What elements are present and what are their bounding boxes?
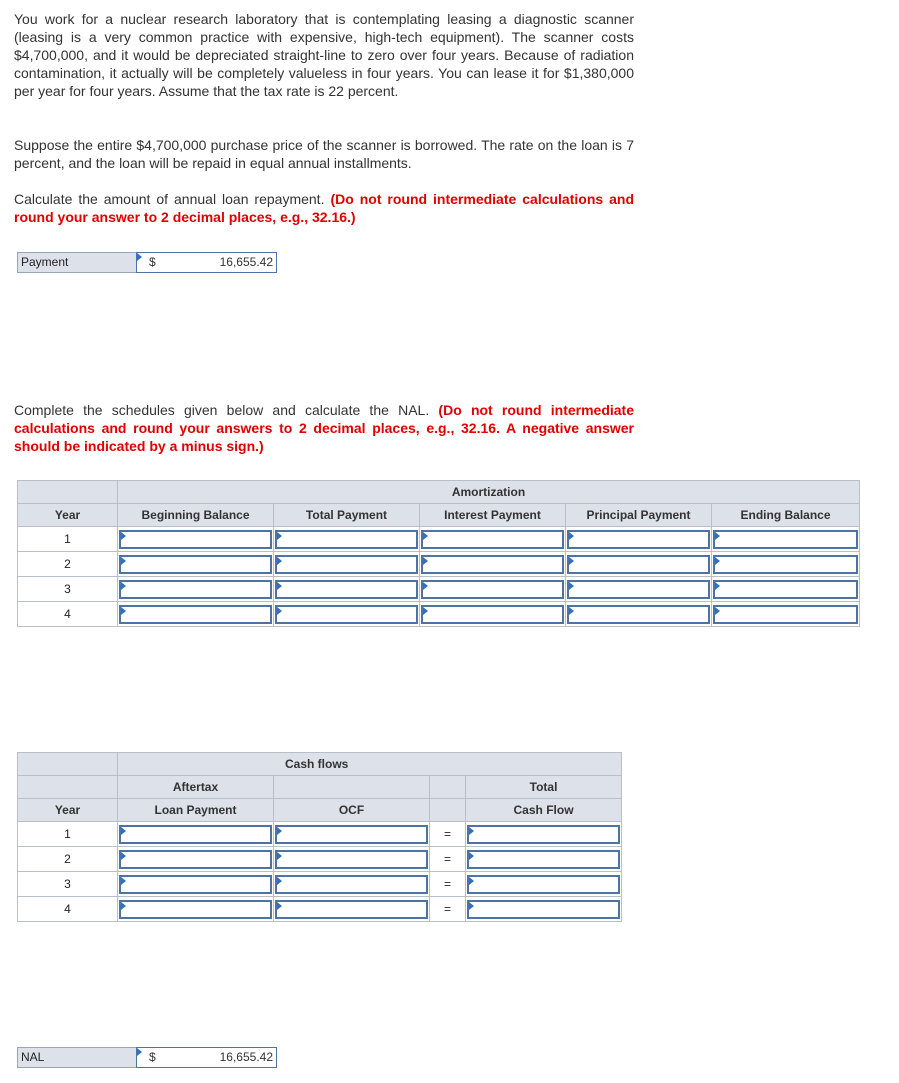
amortization-year: 3 bbox=[18, 577, 118, 602]
cashflows-year: 4 bbox=[18, 897, 118, 922]
amortization-header-year: Year bbox=[18, 504, 118, 527]
input-flag-icon bbox=[569, 607, 574, 615]
input-flag-icon bbox=[121, 902, 126, 910]
total-cash-flow-input[interactable] bbox=[467, 900, 620, 919]
amortization-year: 2 bbox=[18, 552, 118, 577]
amortization-table bbox=[17, 480, 860, 627]
equals-sign: = bbox=[430, 847, 466, 872]
total-cash-flow-input[interactable] bbox=[467, 875, 620, 894]
input-flag-icon bbox=[121, 557, 126, 565]
amortization-year: 1 bbox=[18, 527, 118, 552]
input-flag-icon bbox=[569, 532, 574, 540]
total-payment-input[interactable] bbox=[275, 530, 418, 549]
beginning-balance-input[interactable] bbox=[119, 530, 272, 549]
beginning-balance-input[interactable] bbox=[119, 555, 272, 574]
equals-sign: = bbox=[430, 872, 466, 897]
table-row bbox=[18, 897, 622, 922]
input-flag-icon bbox=[715, 582, 720, 590]
principal-payment-input[interactable] bbox=[567, 555, 710, 574]
input-flag-icon bbox=[715, 557, 720, 565]
principal-payment-input[interactable] bbox=[567, 580, 710, 599]
cashflows-header-total-cash-flow: Cash Flow bbox=[466, 799, 622, 822]
input-flag-icon bbox=[423, 582, 428, 590]
nal-currency: $ bbox=[149, 1050, 156, 1064]
aftertax-loan-payment-input[interactable] bbox=[119, 875, 272, 894]
input-flag-icon bbox=[423, 607, 428, 615]
total-cash-flow-input[interactable] bbox=[467, 825, 620, 844]
total-payment-input[interactable] bbox=[275, 580, 418, 599]
cashflows-header-ocf: OCF bbox=[274, 799, 430, 822]
cashflows-header-eq bbox=[430, 799, 466, 822]
interest-payment-input[interactable] bbox=[421, 530, 564, 549]
input-flag-icon bbox=[277, 852, 282, 860]
beginning-balance-input[interactable] bbox=[119, 580, 272, 599]
ocf-input[interactable] bbox=[275, 850, 428, 869]
interest-payment-input[interactable] bbox=[421, 580, 564, 599]
input-flag-icon bbox=[277, 877, 282, 885]
question-2 bbox=[14, 401, 634, 455]
input-flag-icon bbox=[277, 902, 282, 910]
amortization-corner bbox=[18, 481, 118, 504]
input-flag-icon bbox=[277, 557, 282, 565]
amortization-header-ending: Ending Balance bbox=[712, 504, 860, 527]
total-cash-flow-input[interactable] bbox=[467, 850, 620, 869]
question-1-text: Calculate the amount of annual loan repayment. bbox=[14, 191, 325, 207]
nal-value: 16,655.42 bbox=[219, 1050, 273, 1064]
input-flag-icon bbox=[121, 877, 126, 885]
ocf-input[interactable] bbox=[275, 900, 428, 919]
ending-balance-input[interactable] bbox=[713, 530, 858, 549]
cashflows-header-top-eq bbox=[430, 776, 466, 799]
interest-payment-input[interactable] bbox=[421, 555, 564, 574]
nal-input[interactable] bbox=[136, 1047, 277, 1068]
input-flag-icon bbox=[121, 532, 126, 540]
total-payment-input[interactable] bbox=[275, 555, 418, 574]
principal-payment-input[interactable] bbox=[567, 605, 710, 624]
problem-paragraph-1: You work for a nuclear research laboratory that is contemplating leasing a diagnostic scanner (leasing is a very common practice with expensive, high-tech equipment). The scanner costs $4,700,000, and it would be depreciated straight-line to zero over four years. Because of radiation contamination, it actually will be completely valueless in four years. You can lease it for $1,380,000 per year for four years. Assume that the tax rate is 22 percent. bbox=[14, 11, 634, 99]
input-flag-icon bbox=[277, 827, 282, 835]
table-row bbox=[18, 872, 622, 897]
cashflows-header-year: Year bbox=[18, 799, 118, 822]
amortization-year: 4 bbox=[18, 602, 118, 627]
cashflows-header-top-ocf bbox=[274, 776, 430, 799]
payment-value: 16,655.42 bbox=[219, 255, 273, 269]
amortization-header-principal: Principal Payment bbox=[566, 504, 712, 527]
input-flag-icon bbox=[121, 582, 126, 590]
input-flag-icon bbox=[423, 532, 428, 540]
amortization-header-total: Total Payment bbox=[274, 504, 420, 527]
equals-sign: = bbox=[430, 897, 466, 922]
table-row bbox=[18, 847, 622, 872]
aftertax-loan-payment-input[interactable] bbox=[119, 900, 272, 919]
cashflows-header-loan-payment: Loan Payment bbox=[118, 799, 274, 822]
input-flag-icon bbox=[569, 582, 574, 590]
question-1 bbox=[14, 190, 634, 226]
table-row bbox=[18, 552, 860, 577]
cashflows-table bbox=[17, 752, 622, 922]
payment-input[interactable] bbox=[136, 252, 277, 273]
input-flag-icon bbox=[137, 253, 142, 261]
input-flag-icon bbox=[121, 852, 126, 860]
cashflows-year: 3 bbox=[18, 872, 118, 897]
ending-balance-input[interactable] bbox=[713, 580, 858, 599]
ocf-input[interactable] bbox=[275, 825, 428, 844]
problem-paragraph-2: Suppose the entire $4,700,000 purchase price of the scanner is borrowed. The rate on the loan is 7 percent, and the loan will be repaid in equal annual installments. bbox=[14, 137, 634, 171]
input-flag-icon bbox=[277, 607, 282, 615]
question-2-text: Complete the schedules given below and calculate the NAL. bbox=[14, 402, 430, 418]
input-flag-icon bbox=[277, 582, 282, 590]
ocf-input[interactable] bbox=[275, 875, 428, 894]
amortization-header-interest: Interest Payment bbox=[420, 504, 566, 527]
input-flag-icon bbox=[715, 532, 720, 540]
input-flag-icon bbox=[469, 827, 474, 835]
equals-sign: = bbox=[430, 822, 466, 847]
cashflows-header-top-total: Total bbox=[466, 776, 622, 799]
input-flag-icon bbox=[469, 877, 474, 885]
table-row bbox=[18, 602, 860, 627]
input-flag-icon bbox=[469, 852, 474, 860]
table-row bbox=[18, 577, 860, 602]
aftertax-loan-payment-input[interactable] bbox=[119, 850, 272, 869]
cashflows-header-top-year bbox=[18, 776, 118, 799]
cashflows-year: 1 bbox=[18, 822, 118, 847]
interest-payment-input[interactable] bbox=[421, 605, 564, 624]
cashflows-corner bbox=[18, 753, 118, 776]
input-flag-icon bbox=[137, 1048, 142, 1056]
input-flag-icon bbox=[423, 557, 428, 565]
input-flag-icon bbox=[715, 607, 720, 615]
nal-label: NAL bbox=[17, 1047, 140, 1068]
beginning-balance-input[interactable] bbox=[119, 605, 272, 624]
ending-balance-input[interactable] bbox=[713, 605, 858, 624]
input-flag-icon bbox=[121, 607, 126, 615]
principal-payment-input[interactable] bbox=[567, 530, 710, 549]
amortization-header-beginning: Beginning Balance bbox=[118, 504, 274, 527]
table-row bbox=[18, 822, 622, 847]
input-flag-icon bbox=[277, 532, 282, 540]
question-1-note: (Do not round intermediate calculations and round your answer to 2 decimal places, e.g., 32.16.) bbox=[14, 191, 635, 225]
input-flag-icon bbox=[121, 827, 126, 835]
cashflows-year: 2 bbox=[18, 847, 118, 872]
question-2-note: (Do not round intermediate calculations and round your answers to 2 decimal places, e.g., 32.16. A negative answer should be indicated by a minus sign.) bbox=[14, 402, 634, 454]
payment-label: Payment bbox=[17, 252, 140, 273]
aftertax-loan-payment-input[interactable] bbox=[119, 825, 272, 844]
total-payment-input[interactable] bbox=[275, 605, 418, 624]
amortization-title: Amortization bbox=[118, 481, 860, 504]
table-row bbox=[18, 527, 860, 552]
input-flag-icon bbox=[469, 902, 474, 910]
input-flag-icon bbox=[569, 557, 574, 565]
ending-balance-input[interactable] bbox=[713, 555, 858, 574]
payment-currency: $ bbox=[149, 255, 156, 269]
cashflows-header-top-aftertax: Aftertax bbox=[118, 776, 274, 799]
cashflows-title: Cash flows bbox=[118, 753, 622, 776]
